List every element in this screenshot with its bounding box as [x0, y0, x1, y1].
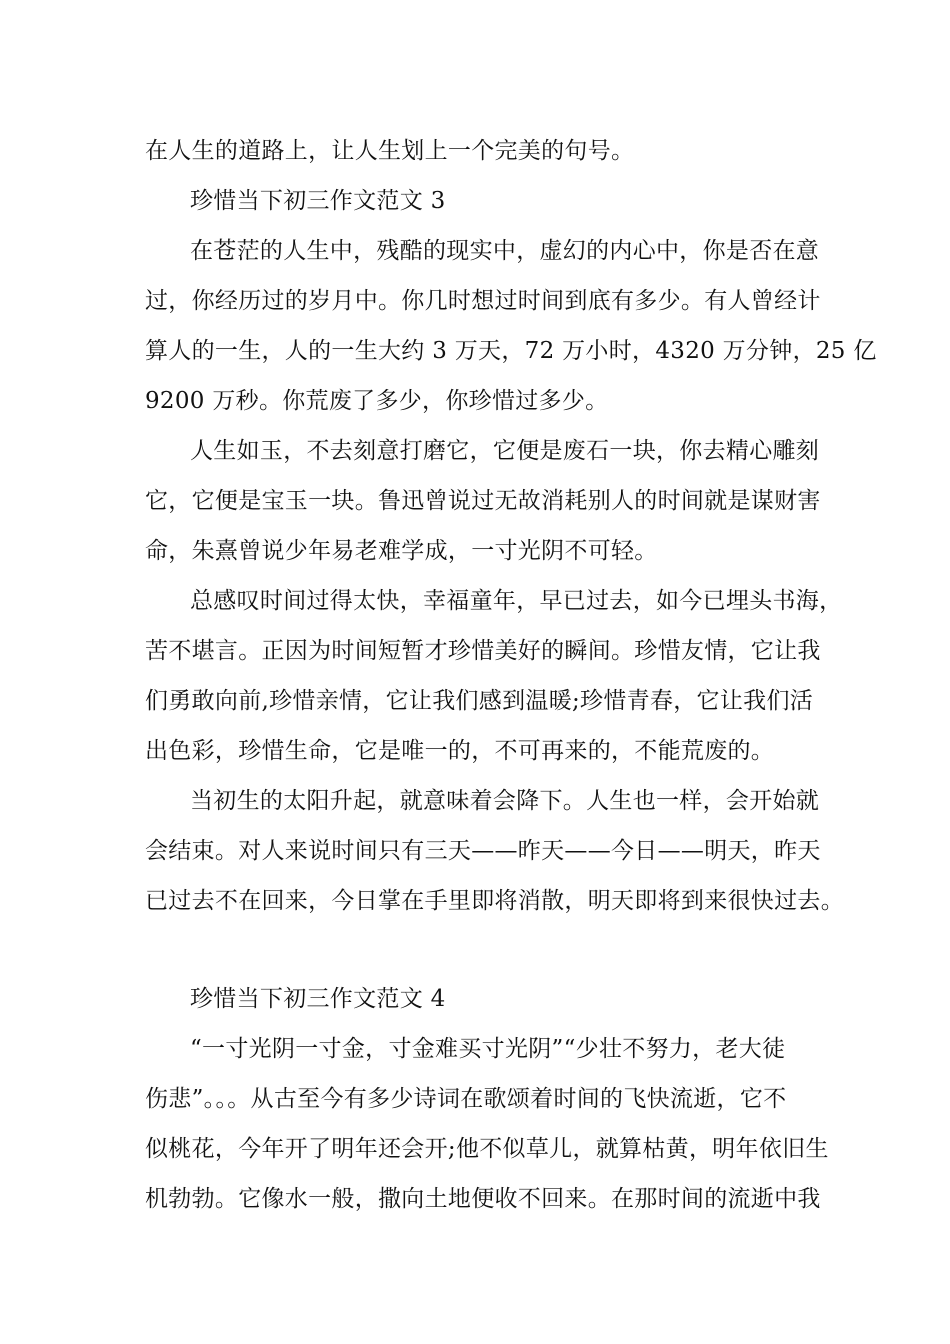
text-line: 苦不堪言。正因为时间短暂才珍惜美好的瞬间。珍惜友情，它让我: [145, 638, 821, 664]
text-line: 出色彩，珍惜生命，它是唯一的，不可再来的，不能荒废的。: [145, 738, 775, 764]
text-line: “一寸光阴一寸金，寸金难买寸光阴”“少壮不努力，老大徒: [190, 1036, 786, 1062]
text-line: 已过去不在回来，今日掌在手里即将消散，明天即将到来很快过去。: [145, 888, 844, 914]
text-line: 过，你经历过的岁月中。你几时想过时间到底有多少。有人曾经计: [145, 288, 821, 314]
text-line: 似桃花，今年开了明年还会开;他不似草儿，就算枯黄，明年依旧生: [145, 1136, 829, 1162]
text-line: 算人的一生，人的一生大约 3 万天，72 万小时，4320 万分钟，25 亿: [145, 338, 877, 364]
text-line: 当初生的太阳升起，就意味着会降下。人生也一样，会开始就: [190, 788, 820, 814]
text-line: 机勃勃。它像水一般，撒向土地便收不回来。在那时间的流逝中我: [145, 1186, 821, 1212]
text-line: 它，它便是宝玉一块。鲁迅曾说过无故消耗别人的时间就是谋财害: [145, 488, 821, 514]
text-line: 在人生的道路上，让人生划上一个完美的句号。: [145, 138, 635, 164]
section-heading-4: 珍惜当下初三作文范文 4: [190, 986, 446, 1012]
text-line: 人生如玉，不去刻意打磨它，它便是废石一块，你去精心雕刻: [190, 438, 820, 464]
text-line: 伤悲”。。。从古至今有多少诗词在歌颂着时间的飞快流逝，它不: [145, 1086, 787, 1112]
text-line: 命，朱熹曾说少年易老难学成，一寸光阴不可轻。: [145, 538, 658, 564]
text-line: 会结束。对人来说时间只有三天——昨天——今日——明天，昨天: [145, 838, 821, 864]
text-line: 在苍茫的人生中，残酷的现实中，虚幻的内心中，你是否在意: [190, 238, 820, 264]
section-heading-3: 珍惜当下初三作文范文 3: [190, 188, 446, 214]
text-line: 总感叹时间过得太快，幸福童年，早已过去，如今已埋头书海，: [190, 588, 843, 614]
text-line: 9200 万秒。你荒废了多少，你珍惜过多少。: [145, 388, 609, 414]
text-line: 们勇敢向前,珍惜亲情，它让我们感到温暖;珍惜青春，它让我们活: [145, 688, 814, 714]
